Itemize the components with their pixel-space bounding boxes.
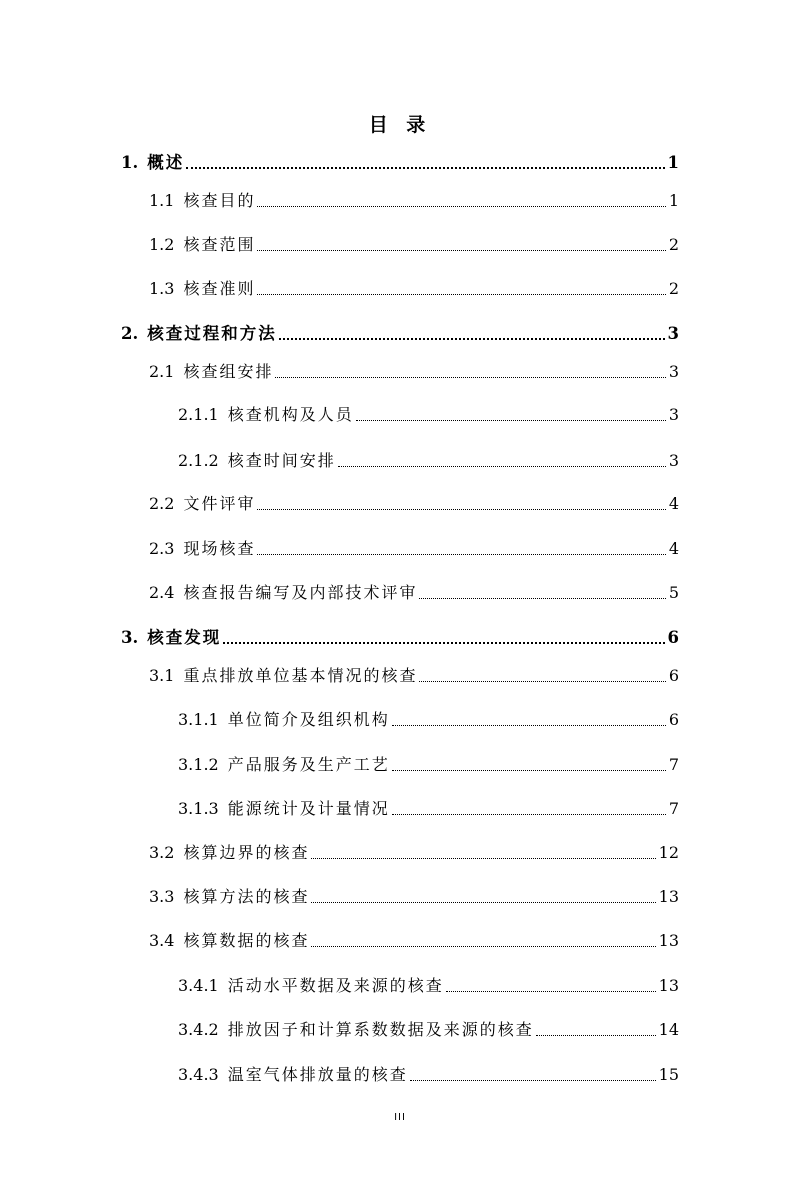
toc-dot-leader [311,857,655,859]
toc-entry-3-2[interactable] [149,839,679,863]
toc-dot-leader [257,553,665,555]
toc-dot-leader [311,901,655,903]
toc-entry-title: 能源统计及计量情况 [227,799,390,818]
toc-entry-2-1-1[interactable] [178,401,679,425]
toc-dot-leader [311,945,655,947]
toc-entry-number: 3.4.3 [178,1065,219,1084]
toc-dot-leader [392,813,666,815]
toc-entry-title: 核查机构及人员 [227,405,354,424]
toc-dot-leader [410,1079,656,1081]
toc-entry-3-4[interactable] [149,927,679,951]
toc-entry-title: 核查过程和方法 [147,324,277,343]
toc-dot-leader [275,376,665,378]
toc-dot-leader [356,419,666,421]
toc-entry-number: 3. [121,628,139,647]
toc-entry-title: 文件评审 [183,494,256,513]
toc-entry-page: 4 [668,494,679,513]
toc-entry-title: 单位简介及组织机构 [227,710,390,729]
toc-entry-3-4-2[interactable] [178,1016,679,1040]
toc-entry-number: 3.1 [149,666,175,685]
toc-entry-page: 13 [658,887,679,906]
toc-entry-title: 核查目的 [183,191,256,210]
toc-entry-page: 6 [667,628,679,647]
toc-entry-title: 核查报告编写及内部技术评审 [183,583,418,602]
toc-entry-title: 核算数据的核查 [183,931,310,950]
toc-entry-page: 1 [668,191,679,210]
toc-entry-number: 2.1.2 [178,451,219,470]
toc-dot-leader [257,293,665,295]
toc-entry-3-1-1[interactable] [178,706,679,730]
toc-entry-number: 1.2 [149,235,175,254]
toc-entry-number: 2.1.1 [178,405,219,424]
toc-dot-leader [257,205,665,207]
toc-entry-page: 14 [658,1020,679,1039]
toc-entry-page: 4 [668,539,679,558]
toc-entry-number: 3.4.2 [178,1020,219,1039]
toc-dot-leader [279,337,665,340]
toc-entry-number: 3.3 [149,887,175,906]
toc-entry-3-3[interactable] [149,883,679,907]
toc-entry-number: 1.1 [149,191,175,210]
toc-entry-title: 核查时间安排 [227,451,336,470]
toc-entry-page: 5 [668,583,679,602]
toc-entry-number: 1. [121,153,139,172]
page-number: III [394,1112,406,1123]
toc-entry-3-1[interactable] [149,662,679,686]
toc-dot-leader [419,597,665,599]
toc-entry-page: 12 [658,843,679,862]
toc-entry-page: 6 [668,710,679,729]
toc-entry-3[interactable] [121,624,679,648]
toc-dot-leader [338,465,666,467]
toc-dot-leader [536,1034,656,1036]
toc-entry-page: 2 [668,235,679,254]
toc-entry-3-1-3[interactable] [178,795,679,819]
toc-entry-page: 1 [667,153,679,172]
toc-dot-leader [257,508,665,510]
toc-entry-title: 温室气体排放量的核查 [227,1065,408,1084]
toc-entry-title: 核查发现 [147,628,222,647]
toc-entry-title: 活动水平数据及来源的核查 [227,976,444,995]
toc-entry-title: 产品服务及生产工艺 [227,755,390,774]
toc-entry-number: 3.4.1 [178,976,219,995]
toc-entry-title: 核查准则 [183,279,256,298]
toc-entry-number: 1.3 [149,279,175,298]
toc-entry-number: 3.2 [149,843,175,862]
toc-entry-number: 2.1 [149,362,175,381]
toc-entry-title: 核查范围 [183,235,256,254]
toc-entry-page: 13 [658,976,679,995]
toc-entry-number: 3.4 [149,931,175,950]
toc-entry-3-1-2[interactable] [178,751,679,775]
toc-entry-number: 2.4 [149,583,175,602]
toc-entry-number: 3.1.2 [178,755,219,774]
toc-entry-page: 7 [668,755,679,774]
toc-entry-title: 排放因子和计算系数数据及来源的核查 [227,1020,534,1039]
toc-dot-leader [257,249,665,251]
toc-entry-2-2[interactable] [149,490,679,514]
toc-dot-leader [186,166,664,169]
toc-entry-number: 3.1.3 [178,799,219,818]
toc-entry-2-1[interactable] [149,358,679,382]
toc-entry-1-3[interactable] [149,275,679,299]
toc-entry-1[interactable] [121,149,679,173]
toc-entry-3-4-1[interactable] [178,972,679,996]
toc-entry-page: 3 [667,324,679,343]
toc-entry-title: 核查组安排 [183,362,274,381]
toc-entry-2-4[interactable] [149,579,679,603]
toc-entry-page: 3 [668,451,679,470]
toc-entry-1-1[interactable] [149,187,679,211]
toc-entry-1-2[interactable] [149,231,679,255]
toc-entry-page: 7 [668,799,679,818]
toc-entry-2-3[interactable] [149,535,679,559]
toc-dot-leader [392,769,666,771]
toc-dot-leader [446,990,656,992]
toc-entry-title: 核算边界的核查 [183,843,310,862]
toc-entry-page: 6 [668,666,679,685]
toc-dot-leader [223,641,664,644]
toc-entry-title: 现场核查 [183,539,256,558]
toc-entry-2[interactable] [121,320,679,344]
toc-entry-2-1-2[interactable] [178,447,679,471]
toc-entry-page: 13 [658,931,679,950]
toc-dot-leader [419,680,665,682]
toc-entry-title: 概述 [147,153,185,172]
toc-dot-leader [392,724,666,726]
toc-entry-number: 3.1.1 [178,710,219,729]
toc-entry-number: 2.2 [149,494,175,513]
toc-entry-title: 核算方法的核查 [183,887,310,906]
toc-entry-page: 3 [668,362,679,381]
toc-entry-page: 2 [668,279,679,298]
toc-entry-number: 2. [121,324,139,343]
toc-entry-title: 重点排放单位基本情况的核查 [183,666,418,685]
toc-entry-number: 2.3 [149,539,175,558]
toc-entry-page: 15 [658,1065,679,1084]
toc-entry-3-4-3[interactable] [178,1061,679,1085]
page-title: 目 录 [368,114,432,136]
toc-entry-page: 3 [668,405,679,424]
